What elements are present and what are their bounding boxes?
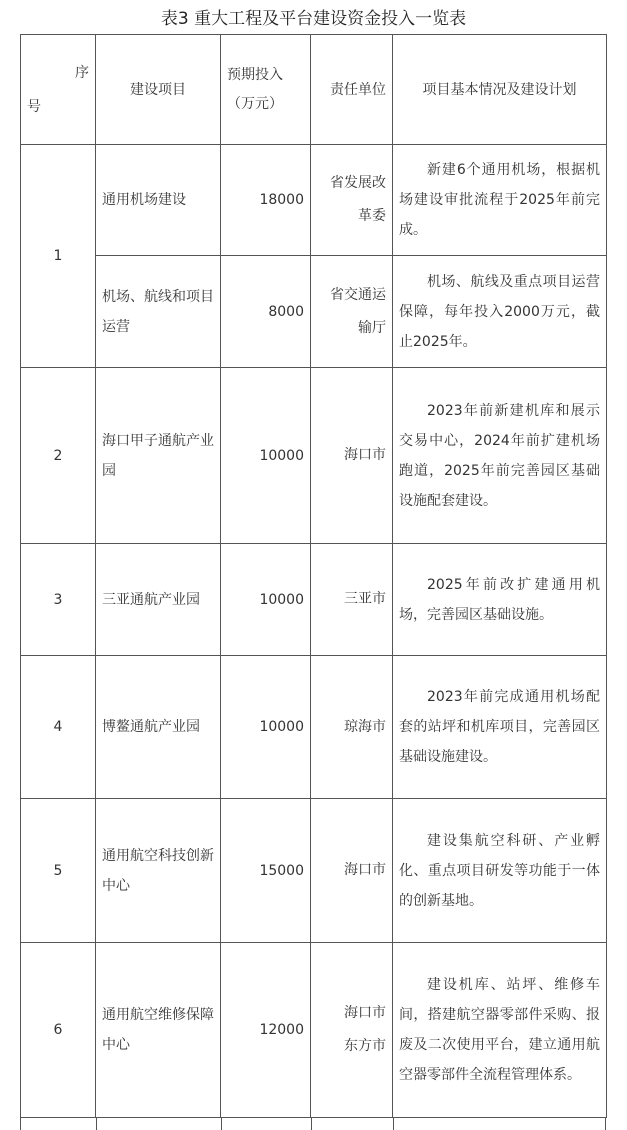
row-project: 通用航空科技创新中心: [96, 799, 221, 943]
row-unit-first: 海口市: [344, 1005, 386, 1021]
column-divider: [311, 1117, 312, 1130]
row-plan: 建设机库、站坪、维修车间，搭建航空器零部件采购、报废及二次使用平台，建立通用航空器零部件全流程管理体系。: [393, 943, 607, 1118]
row-seq: 1: [21, 145, 96, 368]
row-unit: 三亚市: [311, 544, 393, 656]
row-investment: 10000: [221, 544, 311, 656]
row-unit-second: 东方市: [344, 1038, 386, 1054]
row-project: 三亚通航产业园: [96, 544, 221, 656]
row-seq: 6: [21, 943, 96, 1118]
row-plan: 机场、航线及重点项目运营保障，每年投入2000万元，截止2025年。: [393, 256, 607, 368]
column-divider: [393, 1117, 394, 1130]
row-plan: 2023年前完成通用机场配套的站坪和机库项目，完善园区基础设施建设。: [393, 656, 607, 799]
header-plan: 项目基本情况及建设计划: [393, 35, 607, 145]
row-plan: 2025年前改扩建通用机场，完善园区基础设施。: [393, 544, 607, 656]
table-row: [21, 943, 607, 1118]
projects-table: [20, 34, 607, 1118]
row-investment: 10000: [221, 656, 311, 799]
row-project: 海口甲子通航产业园: [96, 368, 221, 544]
row-plan: 建设集航空科研、产业孵化、重点项目研发等功能于一体的创新基地。: [393, 799, 607, 943]
row-unit: 琼海市: [311, 656, 393, 799]
row-unit: 省发展改革委: [311, 145, 393, 256]
row-project: 博鳌通航产业园: [96, 656, 221, 799]
table-row: [21, 544, 607, 656]
row-unit: 省交通运输厅: [311, 256, 393, 368]
row-seq: 5: [21, 799, 96, 943]
page-title: 表3 重大工程及平台建设资金投入一览表: [160, 9, 467, 29]
row-unit: [311, 943, 393, 1118]
row-investment: 8000: [221, 256, 311, 368]
row-seq: 2: [21, 368, 96, 544]
table-row: [21, 799, 607, 943]
header-seq: 序 号: [21, 35, 96, 145]
row-project: 机场、航线和项目运营: [96, 256, 221, 368]
row-investment: 12000: [221, 943, 311, 1118]
row-plan: 2023年前新建机库和展示交易中心，2024年前扩建机场跑道，2025年前完善园区基础设施配套建设。: [393, 368, 607, 544]
row-investment: 15000: [221, 799, 311, 943]
column-divider: [96, 1117, 97, 1130]
row-seq: 4: [21, 656, 96, 799]
column-divider: [221, 1117, 222, 1130]
table-row: [21, 368, 607, 544]
header-project: 建设项目: [96, 35, 221, 145]
row-project: 通用机场建设: [96, 145, 221, 256]
table-continuation-edge: [20, 1117, 606, 1130]
table-row: [21, 256, 607, 368]
table-row: [21, 656, 607, 799]
row-seq: 3: [21, 544, 96, 656]
row-investment: 10000: [221, 368, 311, 544]
header-investment: 预期投入（万元）: [221, 35, 311, 145]
row-unit: 海口市: [311, 368, 393, 544]
table-row: [21, 145, 607, 256]
row-investment: 18000: [221, 145, 311, 256]
row-plan: 新建6个通用机场，根据机场建设审批流程于2025年前完成。: [393, 145, 607, 256]
header-unit: 责任单位: [311, 35, 393, 145]
table-header-row: [21, 35, 607, 145]
row-unit: 海口市: [311, 799, 393, 943]
row-project: 通用航空维修保障中心: [96, 943, 221, 1118]
